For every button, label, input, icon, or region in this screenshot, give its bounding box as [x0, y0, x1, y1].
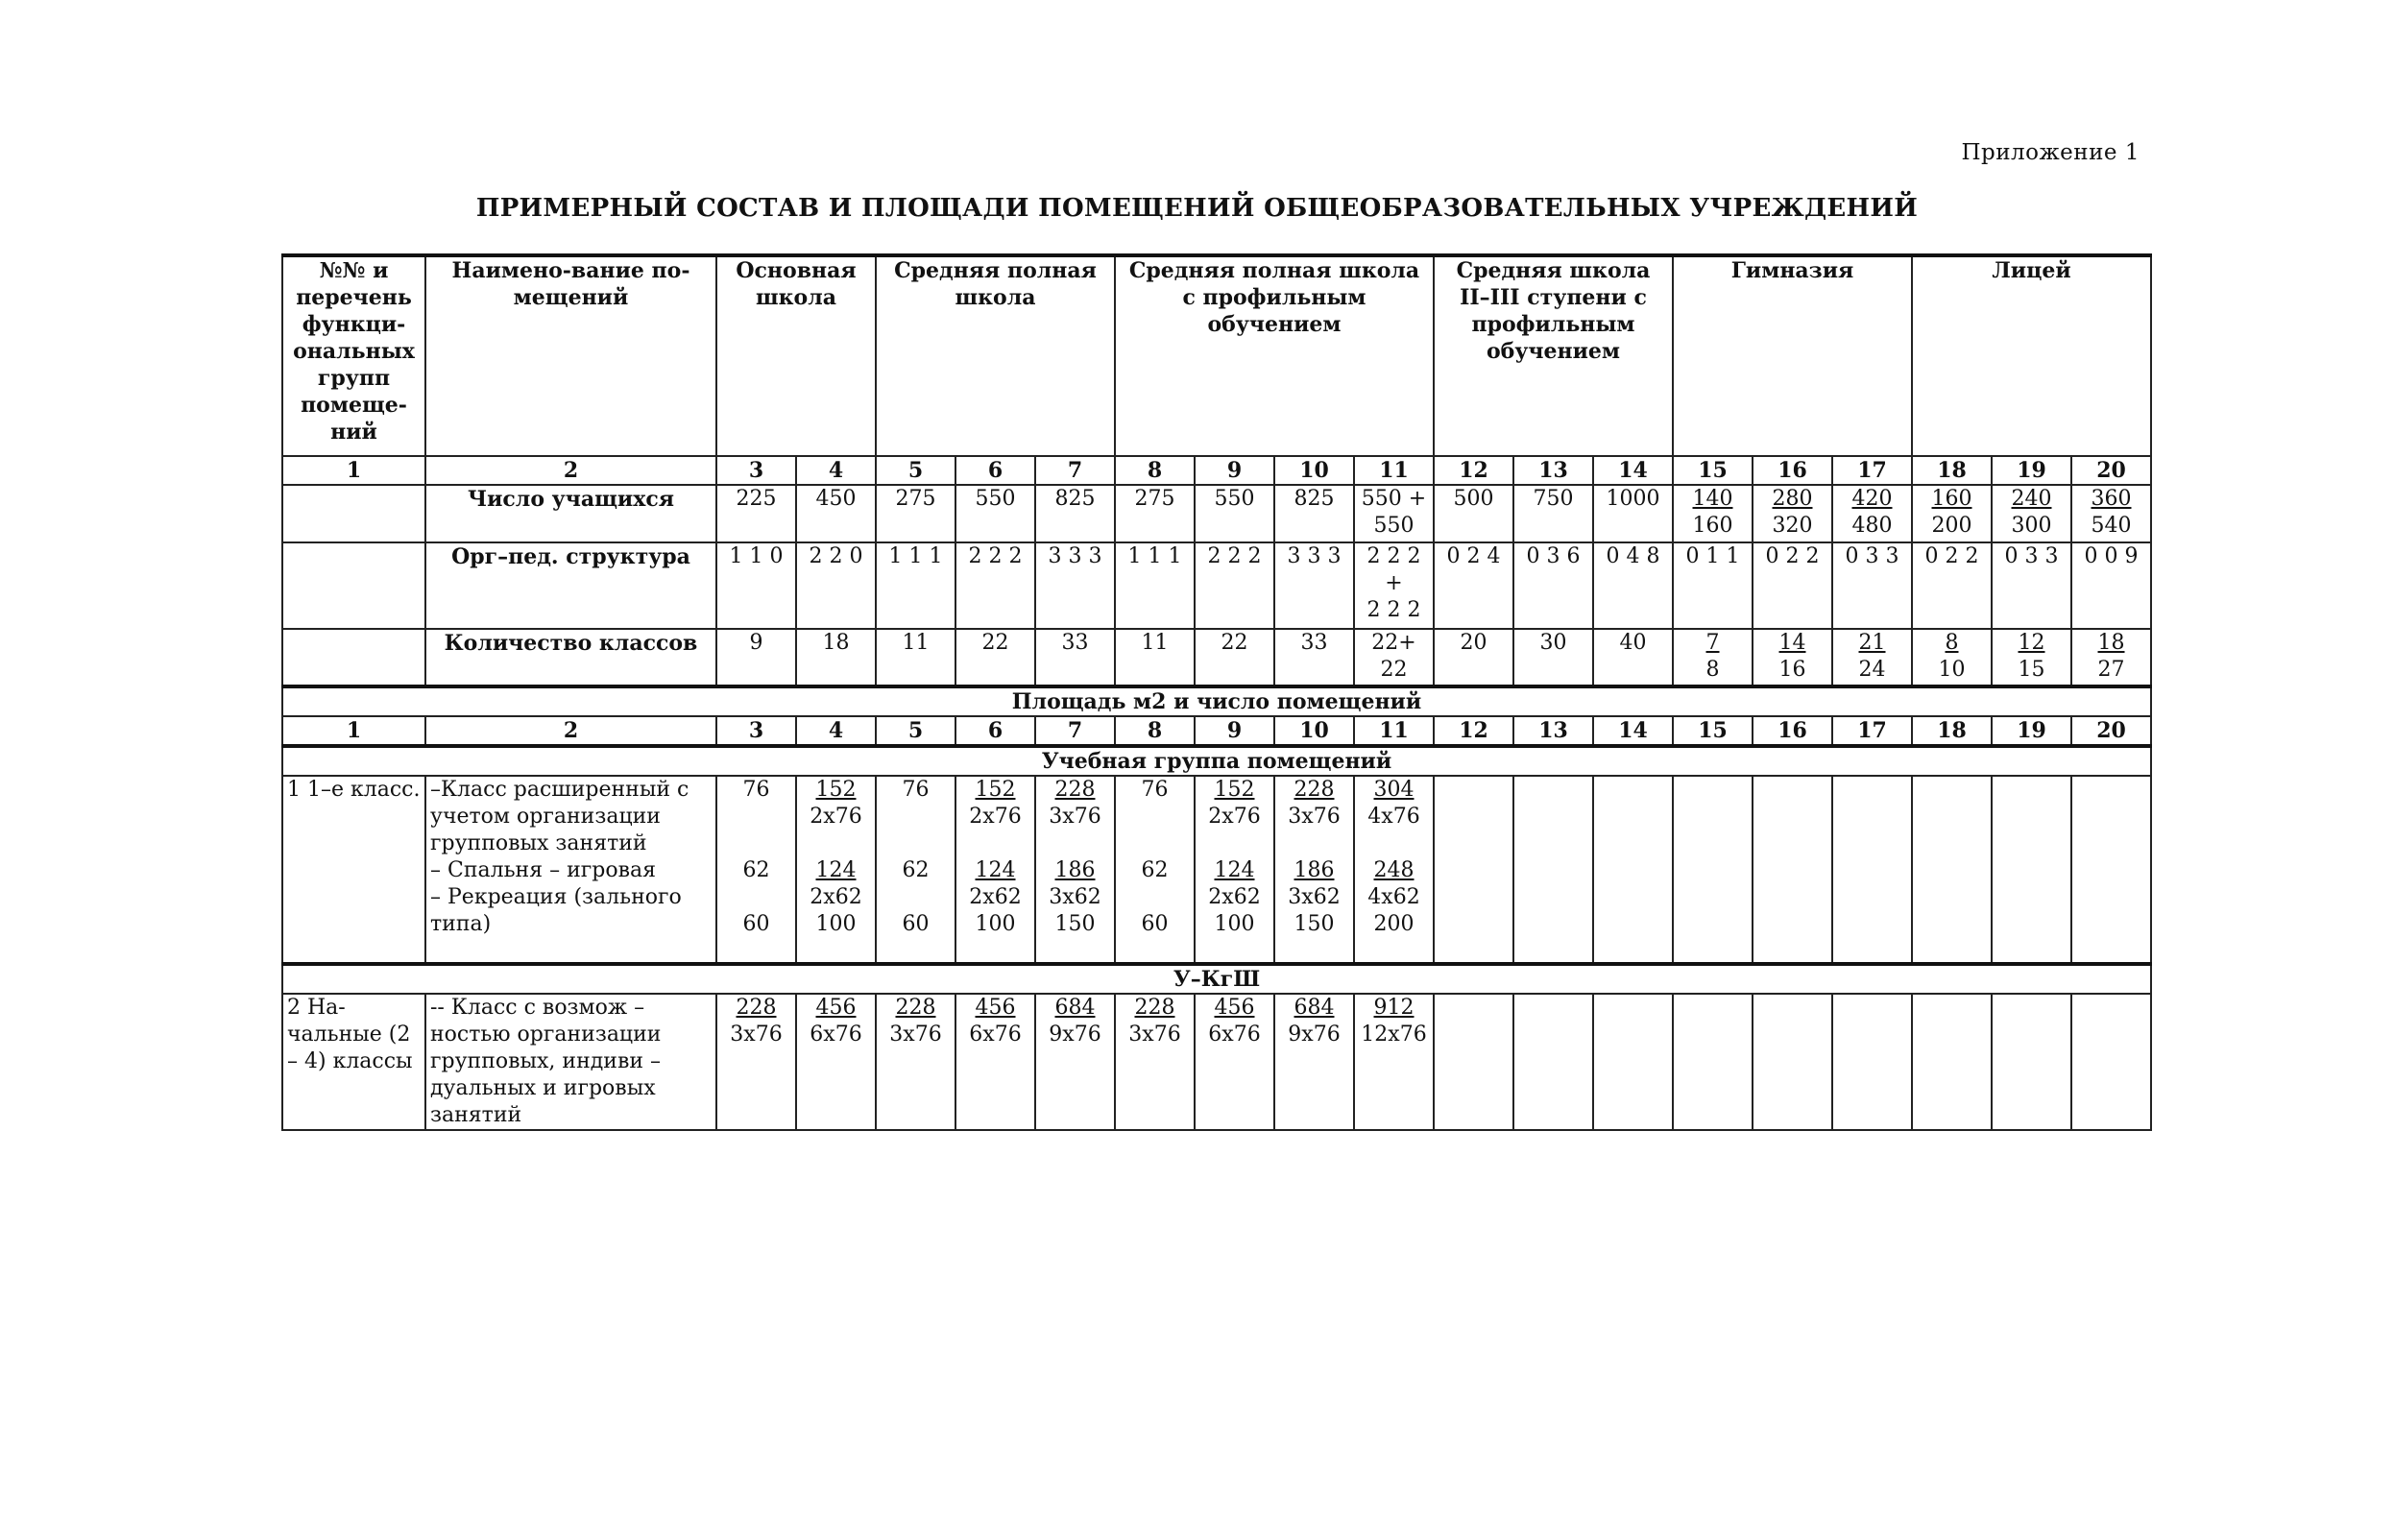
table-cell — [1035, 776, 1115, 964]
cell-line: 3x76 — [889, 1023, 942, 1047]
table-cell — [1354, 776, 1434, 964]
table-cell — [716, 776, 796, 964]
page-title: ПРИМЕРНЫЙ СОСТАВ И ПЛОЩАДИ ПОМЕЩЕНИЙ ОБЩЕОБРАЗОВАТЕЛЬНЫХ УЧРЕЖДЕНИЙ — [475, 194, 1919, 223]
cell-line: 4x76 — [1367, 805, 1420, 829]
col-number: 4 — [796, 716, 876, 746]
empty-cell — [1912, 994, 1992, 1130]
col-number: 6 — [955, 716, 1035, 746]
col-number: 15 — [1673, 456, 1753, 485]
cell-line: 3x76 — [1049, 805, 1101, 829]
table-cell: 2 2 2 — [955, 542, 1035, 629]
cell-line: 304 — [1373, 778, 1415, 802]
table-cell: 2 2 0 — [796, 542, 876, 629]
cell-line: 124 — [1214, 858, 1255, 882]
cell-line: 12 — [2018, 631, 2045, 655]
col-number: 7 — [1035, 456, 1115, 485]
cell-line: 6x76 — [810, 1023, 862, 1047]
table-cell — [1195, 776, 1274, 964]
cell-line: 280 — [1772, 487, 1813, 511]
study-group-title: Учебная группа помещений — [282, 746, 2151, 776]
header-gymnasium: Гимназия — [1673, 255, 1912, 456]
col-number: 3 — [716, 456, 796, 485]
empty-cell — [1513, 994, 1593, 1130]
group1-label: 1 1–е класс. — [282, 776, 425, 964]
header-row — [282, 255, 2151, 456]
cell-line: 16 — [1778, 658, 1806, 682]
cell-line: 15 — [2018, 658, 2045, 682]
cell-line: + — [1385, 571, 1403, 595]
col-number: 16 — [1753, 716, 1832, 746]
cell-line: 456 — [975, 996, 1016, 1020]
structure-row — [282, 542, 2151, 629]
table-cell: 0 2 2 — [1753, 542, 1832, 629]
table-cell — [1354, 485, 1434, 542]
col-number: 9 — [1195, 716, 1274, 746]
table-cell — [1673, 485, 1753, 542]
table-cell: 0 2 4 — [1434, 542, 1513, 629]
table-cell: 33 — [1274, 629, 1354, 686]
cell-line: 200 — [1931, 514, 1972, 538]
cell-line: 2x76 — [1208, 805, 1261, 829]
empty-cell — [282, 485, 425, 542]
cell-line: 3x62 — [1049, 885, 1101, 909]
table-cell: 0 4 8 — [1593, 542, 1673, 629]
cell-line: 300 — [2011, 514, 2052, 538]
group2-label: 2 На-чальные (2 – 4) классы — [282, 994, 425, 1130]
col-number: 12 — [1434, 456, 1513, 485]
cell-line: 160 — [1931, 487, 1972, 511]
table-cell — [1753, 629, 1832, 686]
ukshp-title: У–КгШ — [282, 964, 2151, 994]
table-cell: 550 — [955, 485, 1035, 542]
cell-line: 124 — [975, 858, 1016, 882]
table-cell: 750 — [1513, 485, 1593, 542]
col-number: 1 — [282, 456, 425, 485]
cell-line: 2x76 — [969, 805, 1022, 829]
table-cell — [1912, 629, 1992, 686]
empty-cell — [1753, 994, 1832, 1130]
cell-line: 186 — [1294, 858, 1335, 882]
cell-line: 124 — [815, 858, 857, 882]
group2-row — [282, 994, 2151, 1130]
table-cell: 2 2 2 — [1195, 542, 1274, 629]
table-cell: 0 3 3 — [1832, 542, 1912, 629]
cell-line: 3x76 — [1288, 805, 1341, 829]
cell-line: 228 — [736, 996, 777, 1020]
cell-line: 3x76 — [1128, 1023, 1181, 1047]
area-title-row — [282, 686, 2151, 716]
table-cell: 20 — [1434, 629, 1513, 686]
table-cell — [796, 994, 876, 1130]
cell-line: 420 — [1851, 487, 1893, 511]
cell-line: 684 — [1054, 996, 1096, 1020]
cell-line: 10 — [1938, 658, 1966, 682]
cell-line: 3x62 — [1288, 885, 1341, 909]
cell-line: 150 — [1054, 912, 1096, 936]
col-number: 18 — [1912, 456, 1992, 485]
empty-cell — [2071, 994, 2151, 1130]
cell-line: 200 — [1373, 912, 1415, 936]
cell-line: 160 — [1692, 514, 1733, 538]
cell-line: 6x76 — [969, 1023, 1022, 1047]
cell-line: 22+ — [1371, 631, 1416, 655]
group1-names — [425, 776, 716, 964]
header-name-cell: Наимено-вание по-мещений — [425, 255, 716, 456]
cell-line: 9x76 — [1288, 1023, 1341, 1047]
cell-line: 240 — [2011, 487, 2052, 511]
empty-cell — [1992, 994, 2071, 1130]
col-number: 15 — [1673, 716, 1753, 746]
empty-cell — [1513, 776, 1593, 964]
table-cell: 450 — [796, 485, 876, 542]
table-cell — [1673, 629, 1753, 686]
table-cell — [1832, 629, 1912, 686]
table-cell — [1912, 485, 1992, 542]
table-cell — [1195, 994, 1274, 1130]
cell-line: 456 — [815, 996, 857, 1020]
rooms-table — [281, 253, 2152, 1131]
group1-row — [282, 776, 2151, 964]
col-number: 2 — [425, 456, 716, 485]
cell-line: 8 — [1705, 658, 1720, 682]
column-number-row — [282, 456, 2151, 485]
cell-line: 480 — [1851, 514, 1893, 538]
cell-line: 100 — [1214, 912, 1255, 936]
table-cell — [876, 994, 955, 1130]
cell-line: 9x76 — [1049, 1023, 1101, 1047]
table-cell: 11 — [1115, 629, 1195, 686]
col-number: 14 — [1593, 716, 1673, 746]
table-cell: 33 — [1035, 629, 1115, 686]
col-number: 10 — [1274, 456, 1354, 485]
table-cell — [1992, 485, 2071, 542]
table-cell: 0 3 6 — [1513, 542, 1593, 629]
room-name: –Класс расширенный с учетом организации групповых занятий — [430, 778, 689, 855]
cell-line: 228 — [1134, 996, 1175, 1020]
table-cell: 30 — [1513, 629, 1593, 686]
cell-line: 912 — [1373, 996, 1415, 1020]
classes-label: Количество классов — [425, 629, 716, 686]
table-cell — [876, 776, 955, 964]
table-cell — [1832, 485, 1912, 542]
empty-cell — [2071, 776, 2151, 964]
empty-cell — [1753, 776, 1832, 964]
header-group-cell: №№ и перечень функци-ональных групп помеще-ний — [282, 255, 425, 456]
table-cell: 11 — [876, 629, 955, 686]
col-number: 12 — [1434, 716, 1513, 746]
table-cell: 40 — [1593, 629, 1673, 686]
students-row — [282, 485, 2151, 542]
table-cell — [955, 994, 1035, 1130]
cell-line: 2x76 — [810, 805, 862, 829]
cell-line: 22 — [1380, 658, 1408, 682]
cell-line: 684 — [1294, 996, 1335, 1020]
cell-line: 100 — [815, 912, 857, 936]
cell-line: 76 — [902, 778, 930, 802]
table-cell: 1 1 0 — [716, 542, 796, 629]
table-cell: 225 — [716, 485, 796, 542]
cell-line: 2x62 — [969, 885, 1022, 909]
header-lyceum: Лицей — [1912, 255, 2151, 456]
structure-label: Орг–пед. структура — [425, 542, 716, 629]
appendix-label: Приложение 1 — [1961, 140, 2140, 165]
col-number: 17 — [1832, 716, 1912, 746]
col-number: 8 — [1115, 456, 1195, 485]
table-cell — [716, 994, 796, 1130]
cell-line: 186 — [1054, 858, 1096, 882]
col-number: 5 — [876, 716, 955, 746]
table-cell: 1 1 1 — [876, 542, 955, 629]
cell-line: 7 — [1705, 631, 1720, 655]
header-basic-school: Основная школа — [716, 255, 876, 456]
cell-line: 360 — [2091, 487, 2132, 511]
cell-line: 228 — [1054, 778, 1096, 802]
table-cell: 275 — [1115, 485, 1195, 542]
empty-cell — [1992, 776, 2071, 964]
table-cell: 825 — [1035, 485, 1115, 542]
table-cell: 500 — [1434, 485, 1513, 542]
col-number: 1 — [282, 716, 425, 746]
col-number: 13 — [1513, 716, 1593, 746]
header-secondary-school: Средняя полная школа — [876, 255, 1115, 456]
cell-line: 60 — [1141, 912, 1169, 936]
table-cell: 825 — [1274, 485, 1354, 542]
table-cell: 9 — [716, 629, 796, 686]
cell-line: 12x76 — [1361, 1023, 1427, 1047]
header-profile-school: Средняя полная школа с профильным обучением — [1115, 255, 1434, 456]
cell-line: 150 — [1294, 912, 1335, 936]
col-number: 17 — [1832, 456, 1912, 485]
col-number: 20 — [2071, 716, 2151, 746]
cell-line: 76 — [1141, 778, 1169, 802]
empty-cell — [1434, 994, 1513, 1130]
table-cell — [1992, 629, 2071, 686]
cell-line: 152 — [815, 778, 857, 802]
classes-row — [282, 629, 2151, 686]
col-number: 4 — [796, 456, 876, 485]
cell-line: 540 — [2091, 514, 2132, 538]
table-cell — [1274, 994, 1354, 1130]
empty-cell — [1673, 776, 1753, 964]
ukshp-title-row — [282, 964, 2151, 994]
table-cell — [1354, 542, 1434, 629]
cell-line: 152 — [975, 778, 1016, 802]
cell-line: 2x62 — [810, 885, 862, 909]
room-name: – Спальня – игровая — [430, 858, 656, 882]
col-number: 7 — [1035, 716, 1115, 746]
table-cell: 275 — [876, 485, 955, 542]
cell-line: 62 — [742, 858, 770, 882]
table-cell — [1354, 994, 1434, 1130]
table-cell: 0 1 1 — [1673, 542, 1753, 629]
cell-line: 18 — [2097, 631, 2125, 655]
cell-line: 140 — [1692, 487, 1733, 511]
table-cell: 18 — [796, 629, 876, 686]
col-number: 14 — [1593, 456, 1673, 485]
cell-line: 550 + — [1361, 487, 1427, 511]
cell-line: 21 — [1858, 631, 1886, 655]
cell-line: 3x76 — [730, 1023, 783, 1047]
table-cell: 3 3 3 — [1035, 542, 1115, 629]
empty-cell — [1832, 994, 1912, 1130]
cell-line: 6x76 — [1208, 1023, 1261, 1047]
col-number: 10 — [1274, 716, 1354, 746]
cell-line: 100 — [975, 912, 1016, 936]
empty-cell — [1832, 776, 1912, 964]
table-cell — [955, 776, 1035, 964]
table-cell — [1274, 776, 1354, 964]
cell-line: 2 2 2 — [1366, 598, 1421, 622]
col-number: 8 — [1115, 716, 1195, 746]
empty-cell — [1673, 994, 1753, 1130]
cell-line: 27 — [2097, 658, 2125, 682]
empty-cell — [282, 542, 425, 629]
cell-line: 550 — [1373, 514, 1415, 538]
col-number: 9 — [1195, 456, 1274, 485]
cell-line: 14 — [1778, 631, 1806, 655]
table-cell: 3 3 3 — [1274, 542, 1354, 629]
col-number: 5 — [876, 456, 955, 485]
table-cell — [1035, 994, 1115, 1130]
table-cell: 1000 — [1593, 485, 1673, 542]
col-number: 19 — [1992, 456, 2071, 485]
cell-line: 24 — [1858, 658, 1886, 682]
col-number: 16 — [1753, 456, 1832, 485]
cell-line: 2 2 2 — [1366, 544, 1421, 568]
cell-line: 4x62 — [1367, 885, 1420, 909]
cell-line: 228 — [1294, 778, 1335, 802]
study-group-title-row — [282, 746, 2151, 776]
cell-line: 8 — [1945, 631, 1959, 655]
table-cell: 0 3 3 — [1992, 542, 2071, 629]
cell-line: 456 — [1214, 996, 1255, 1020]
empty-cell — [1434, 776, 1513, 964]
table-cell — [796, 776, 876, 964]
col-number: 13 — [1513, 456, 1593, 485]
col-number: 19 — [1992, 716, 2071, 746]
table-cell: 0 0 9 — [2071, 542, 2151, 629]
room-name: – Рекреация (зального типа) — [430, 885, 682, 936]
table-cell: 550 — [1195, 485, 1274, 542]
col-number: 6 — [955, 456, 1035, 485]
cell-line: 76 — [742, 778, 770, 802]
col-number: 20 — [2071, 456, 2151, 485]
col-number: 2 — [425, 716, 716, 746]
table-cell — [1115, 994, 1195, 1130]
empty-cell — [282, 629, 425, 686]
table-cell: 1 1 1 — [1115, 542, 1195, 629]
table-cell: 22 — [955, 629, 1035, 686]
table-cell — [1115, 776, 1195, 964]
table-cell: 22 — [1195, 629, 1274, 686]
col-number: 11 — [1354, 716, 1434, 746]
table-cell — [1753, 485, 1832, 542]
cell-line: 152 — [1214, 778, 1255, 802]
col-number: 18 — [1912, 716, 1992, 746]
empty-cell — [1912, 776, 1992, 964]
table-cell — [2071, 629, 2151, 686]
cell-line: 248 — [1373, 858, 1415, 882]
table-cell — [2071, 485, 2151, 542]
column-number-row — [282, 716, 2151, 746]
col-number: 3 — [716, 716, 796, 746]
cell-line: 2x62 — [1208, 885, 1261, 909]
cell-line: 60 — [902, 912, 930, 936]
header-stage23-school: Средняя школа II–III ступени с профильным обучением — [1434, 255, 1673, 456]
cell-line: 320 — [1772, 514, 1813, 538]
area-title: Площадь м2 и число помещений — [282, 686, 2151, 716]
table-cell — [1354, 629, 1434, 686]
cell-line: 62 — [1141, 858, 1169, 882]
empty-cell — [1593, 776, 1673, 964]
empty-cell — [1593, 994, 1673, 1130]
students-label: Число учащихся — [425, 485, 716, 542]
cell-line: 228 — [895, 996, 936, 1020]
group2-name: -- Класс с возмож – ностью организации групповых, индиви – дуальных и игровых занятий — [425, 994, 716, 1130]
table-cell: 0 2 2 — [1912, 542, 1992, 629]
cell-line: 60 — [742, 912, 770, 936]
cell-line: 62 — [902, 858, 930, 882]
col-number: 11 — [1354, 456, 1434, 485]
